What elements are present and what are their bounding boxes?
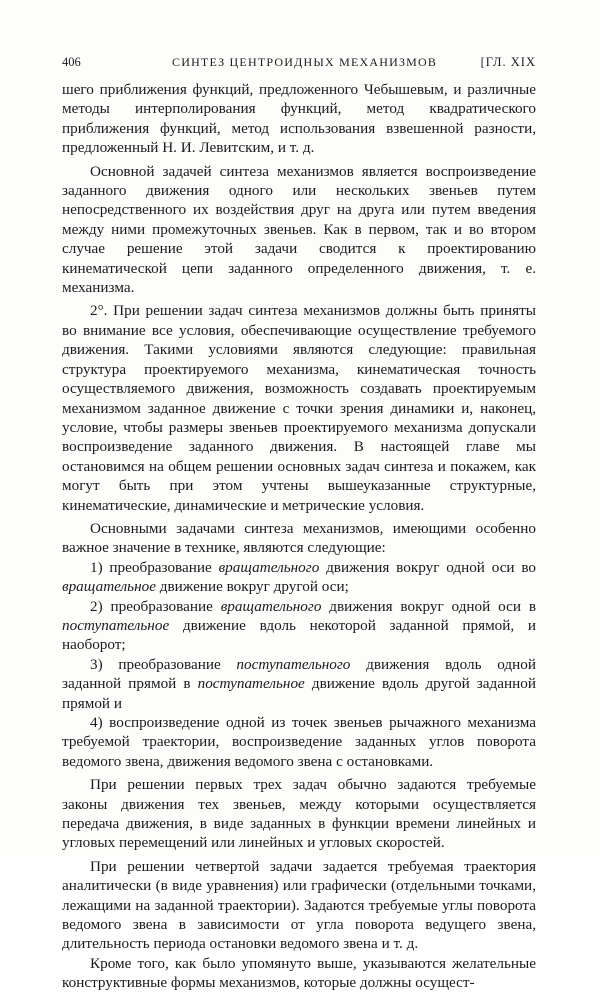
- paragraph-4: Основными задачами синтеза механизмов, имеющими особенно важное значение в технике, являются следующие:: [62, 519, 536, 557]
- page-number: 406: [62, 55, 81, 69]
- paragraph-1: шего приближения функций, предложенного Чебышевым, и различные методы интерполирования функций, метод квадратического приближения функций, метод использования взвешенной разности, предложенный Н. И. Левитским, и т. д.: [62, 81, 536, 157]
- list-item-3: 3) преобразование поступательного движения вдоль одной заданной прямой в поступательное движение вдоль другой заданной прямой и: [62, 655, 536, 712]
- chapter-label: [ГЛ. XIX: [480, 55, 536, 69]
- paragraph-5: При решении первых трех задач обычно задаются требуемые законы движения тех звеньев, между которыми осуществляется передача движения, в виде заданных в функции времени линейных и угловых перемещений или линейных и угловых скоростей.: [62, 776, 536, 852]
- paragraph-6: При решении четвертой задачи задается требуемая траектория аналитически (в виде уравнения) или графически (отдельными точками, лежащими на заданной траектории). Задаются требуемые углы поворота ведомого звена в зависимости от угла поворота ведущего звена, длительность периода остановки ведомого звена и т. д.: [62, 857, 536, 953]
- paragraph-3: 2°. При решении задач синтеза механизмов должны быть приняты во внимание все условия, обеспечивающие осуществление требуемого движения. Такими условиями являются следующие: правильная структура проектируемого механизма, кинематическая точность осуществляемого движения, возможность создавать проектируемым механизмом заданное движение с точки зрения динамики и, наконец, условие, чтобы размеры звеньев проектируемого механизма допускали воспроизведение заданного движения. В настоящей главе мы остановимся на общем решении основных задач синтеза и покажем, как могут быть при этом учтены вышеуказанные структурные, кинематические, динамические и метрические условия.: [62, 302, 536, 514]
- paragraph-2: Основной задачей синтеза механизмов является воспроизведение заданного движения одного или нескольких звеньев путем непосредственного их воздействия друг на друга или путем введения между ними промежуточных звеньев. Как в первом, так и во втором случае решение этой задачи сводится к проектированию кинематической цепи заданного определенного движения, т. е. механизма.: [62, 162, 536, 297]
- list-item-4: 4) воспроизведение одной из точек звеньев рычажного механизма требуемой траектории, воспроизведение заданных углов поворота ведомого звена, движения ведомого звена с остановками.: [62, 714, 536, 770]
- list-item-2: 2) преобразование вращательного движения вокруг одной оси в поступательное движение вдоль некоторой заданной прямой, и наоборот;: [62, 597, 536, 654]
- running-header: [62, 55, 536, 77]
- list-item-1: 1) преобразование вращательного движения вокруг одной оси во вращательное движение вокруг другой оси;: [62, 558, 537, 596]
- running-title: СИНТЕЗ ЦЕНТРОИДНЫХ МЕХАНИЗМОВ: [172, 55, 438, 69]
- paragraph-7: Кроме того, как было упомянуто выше, указываются желательные конструктивные формы механизмов, которые должны осущест-: [62, 954, 536, 992]
- body-text: [62, 80, 536, 993]
